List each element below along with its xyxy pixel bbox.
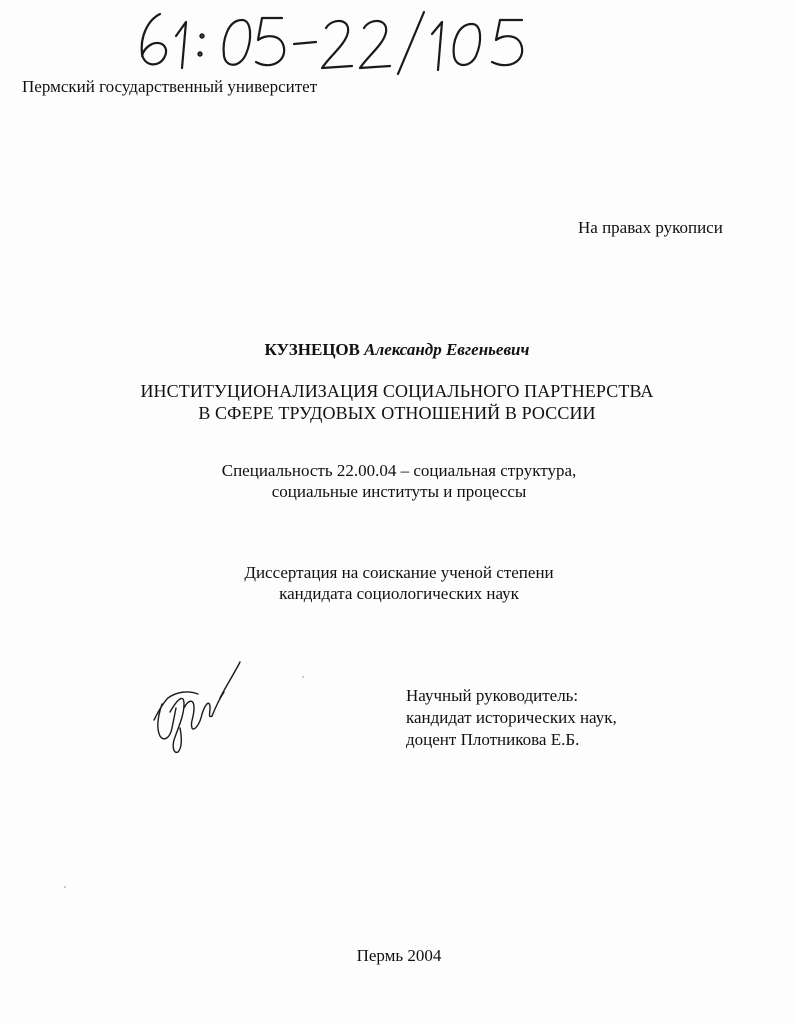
title-line: ИНСТИТУЦИОНАЛИЗАЦИЯ СОЦИАЛЬНОГО ПАРТНЕРСТВА: [140, 381, 654, 401]
university-name: Пермский государственный университет: [22, 77, 318, 96]
dissertation-title: [0, 380, 794, 424]
degree-statement: [2, 562, 794, 604]
scientific-supervisor: [406, 685, 617, 751]
scan-speck: [64, 886, 66, 888]
scan-speck: [302, 676, 304, 678]
manuscript-rights-note: На правах рукописи: [578, 218, 723, 237]
specialty: [2, 460, 794, 502]
author-surname: КУЗНЕЦОВ: [264, 340, 360, 359]
specialty-line: социальные институты и процессы: [271, 482, 527, 501]
supervisor-line: кандидат исторических наук,: [406, 708, 617, 727]
author-name: [0, 339, 794, 360]
author-first-names: Александр Евгеньевич: [364, 340, 530, 359]
handwritten-archive-code: [132, 6, 552, 76]
supervisor-line: Научный руководитель:: [406, 686, 579, 705]
degree-line: Диссертация на соискание ученой степени: [244, 563, 554, 582]
supervisor-line: доцент Плотникова Е.Б.: [406, 730, 580, 749]
specialty-line: Специальность 22.00.04 – социальная структура,: [221, 461, 577, 480]
degree-line: кандидата социологических наук: [279, 584, 519, 603]
title-line: В СФЕРЕ ТРУДОВЫХ ОТНОШЕНИЙ В РОССИИ: [198, 403, 596, 423]
signature: [150, 658, 242, 758]
city-and-year: Пермь 2004: [356, 946, 442, 965]
